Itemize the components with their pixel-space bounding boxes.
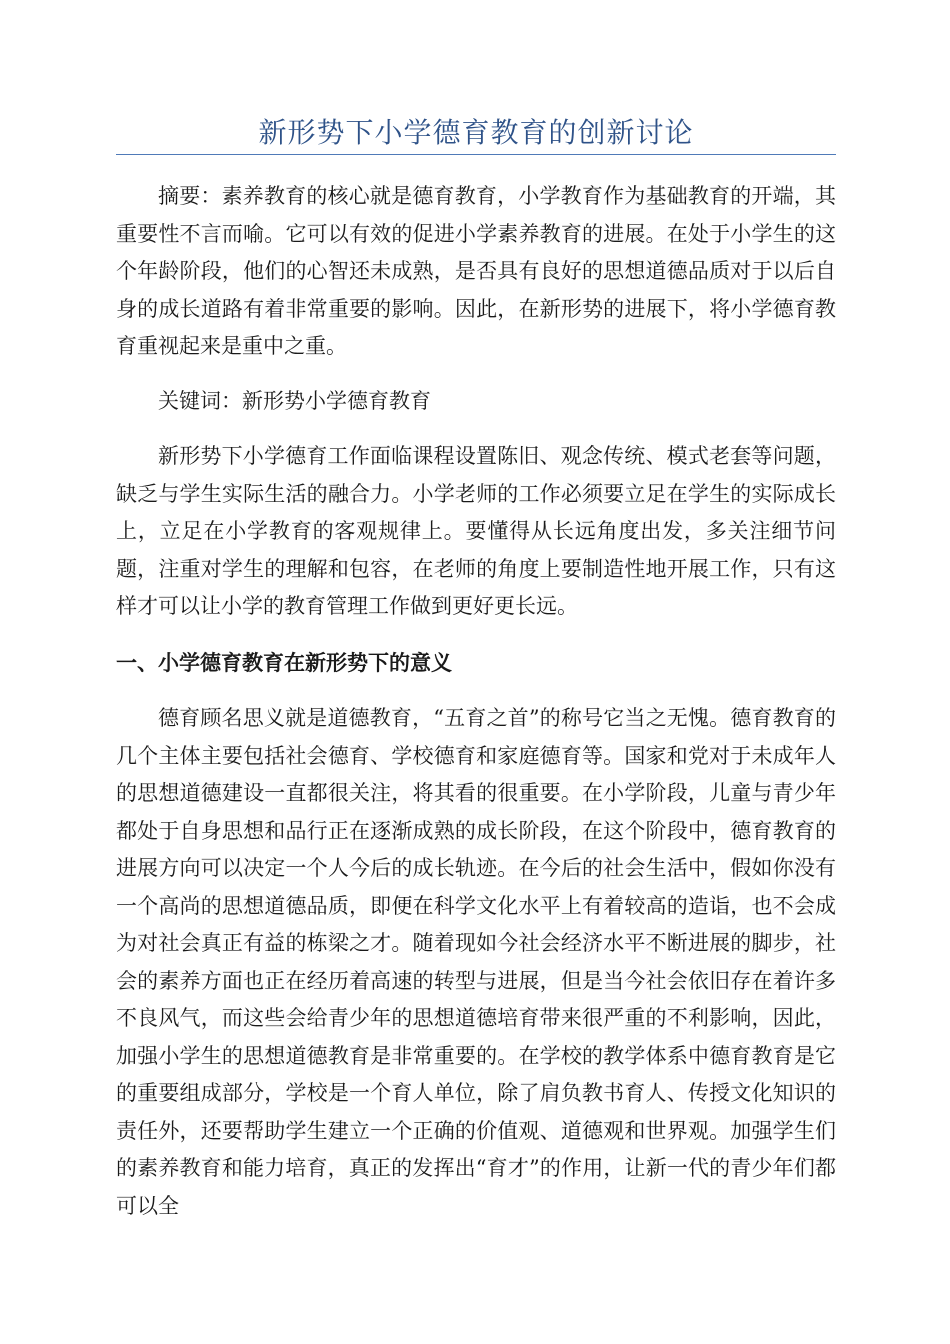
intro-paragraph: 新形势下小学德育工作面临课程设置陈旧、观念传统、模式老套等问题，缺乏与学生实际生活的融合力。小学老师的工作必须要立足在学生的实际成长上，立足在小学教育的客观规律上。要懂得从长远角度出发，多关注细节问题，注重对学生的理解和包容，在老师的角度上要制造性地开展工作，只有这样才可以让小学的教育管理工作做到更好更长远。 — [116, 444, 836, 618]
abstract-paragraph: 摘要：素养教育的核心就是德育教育，小学教育作为基础教育的开端，其重要性不言而喻。它可以有效的促进小学素养教育的进展。在处于小学生的这个年龄阶段，他们的心智还未成熟，是否具有良好的思想道德品质对于以后自身的成长道路有着非常重要的影响。因此，在新形势的进展下，将小学德育教育重视起来是重中之重。 — [116, 184, 836, 358]
section-1-paragraph: 德育顾名思义就是道德教育，“五育之首”的称号它当之无愧。德育教育的几个主体主要包括社会德育、学校德育和家庭德育等。国家和党对于未成年人的思想道德建设一直都很关注，将其看的很重要。在小学阶段，儿童与青少年都处于自身思想和品行正在逐渐成熟的成长阶段，在这个阶段中，德育教育的进展方向可以决定一个人今后的成长轨迹。在今后的社会生活中，假如你没有一个高尚的思想道德品质，即便在科学文化水平上有着较高的造诣，也不会成为对社会真正有益的栋梁之才。随着现如今社会经济水平不断进展的脚步，社会的素养方面也正在经历着高速的转型与进展，但是当今社会依旧存在着许多不良风气，而这些会给青少年的思想道德培育带来很严重的不利影响，因此，加强小学生的思想道德教育是非常重要的。在学校的教学体系中德育教育是它的重要组成部分，学校是一个育人单位，除了肩负教书育人、传授文化知识的责任外，还要帮助学生建立一个正确的价值观、道德观和世界观。加强学生们的素养教育和能力培育，真正的发挥出“育才”的作用，让新一代的青少年们都可以全 — [116, 706, 836, 1218]
document-title: 新形势下小学德育教育的创新讨论 — [258, 116, 694, 149]
section-heading-1: 一、小学德育教育在新形势下的意义 — [116, 651, 452, 675]
title-underline — [116, 154, 836, 155]
keywords-line: 关键词：新形势小学德育教育 — [158, 389, 431, 413]
